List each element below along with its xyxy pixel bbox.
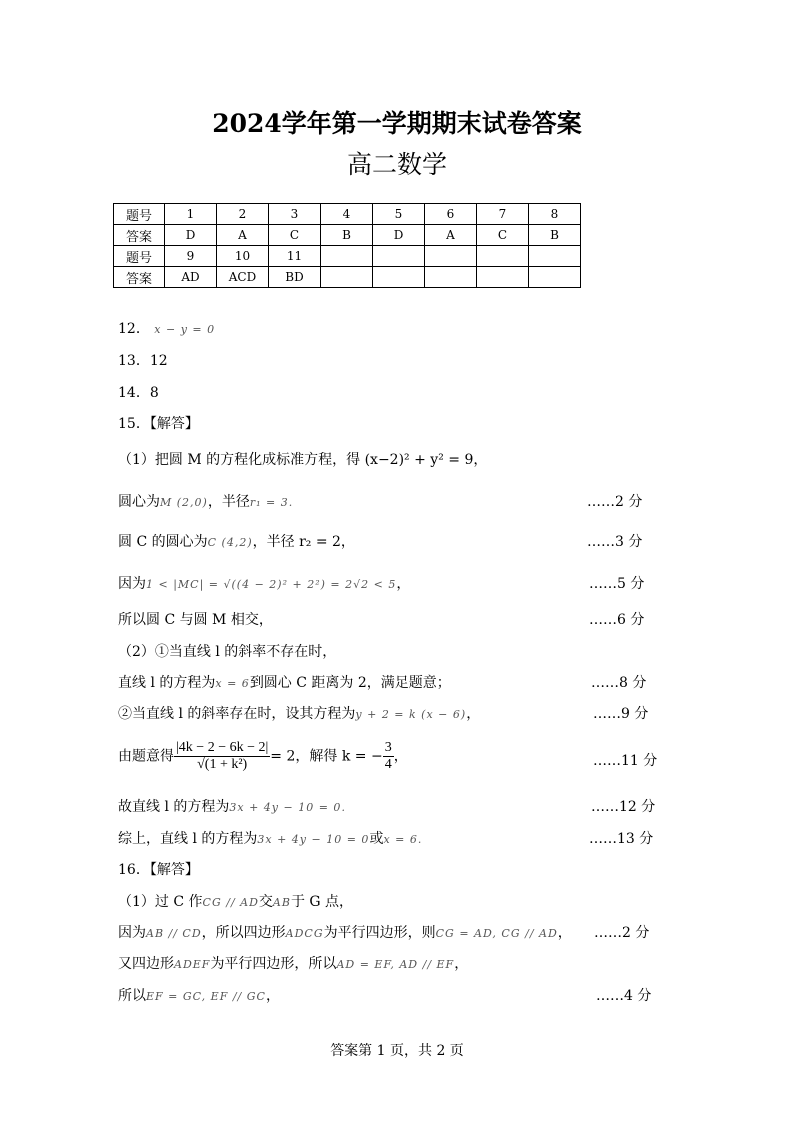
score-mark: ……8 分 [591,675,647,691]
solution-line [118,740,408,773]
math-expression: M (2,0) [160,496,208,509]
table-cell: 1 [165,204,217,225]
solution-line [118,796,346,816]
table-cell: ACD [217,267,269,288]
solution-line [118,828,422,848]
table-cell [425,267,477,288]
answer-12 [118,318,215,338]
table-cell: B [321,225,373,246]
fraction [383,740,394,773]
table-cell: C [269,225,321,246]
score-mark: ……5 分 [589,576,645,592]
text-span: 交 [258,894,273,910]
table-header-cell: 答案 [114,225,165,246]
table-cell: B [529,225,581,246]
text-span: 或 [369,831,384,847]
text-span: 为平行四边形，则 [323,925,436,941]
score-mark: ……6 分 [589,612,645,628]
math-expression: 3x + 4y − 10 = 0 [229,801,342,814]
text-span: = 2，解得 k = − [270,748,383,765]
solution-line [118,891,353,911]
question-number: 14． [118,385,150,401]
math-expression: CG = AD, CG // AD [435,927,558,940]
answer-table [113,203,581,288]
math-expression: ADEF [174,958,211,971]
table-cell: 6 [425,204,477,225]
table-cell [321,267,373,288]
table-cell: 8 [529,204,581,225]
solution-line: （1）把圆 M 的方程化成标准方程，得 (x−2)² + y² = 9， [118,452,488,468]
text-span: 到圆心 C 距离为 2，满足题意； [249,675,451,691]
math-expression: CG // AD [202,896,259,909]
text-span: 为平行四边形，所以 [210,956,337,972]
score-mark: ……9 分 [593,706,649,722]
section-heading: 16．【解答】 [118,862,199,878]
math-expression: EF = GC, EF // GC [146,990,266,1003]
solution-line [118,922,572,942]
math-expression: 1 < |MC| = √((4 − 2)² + 2²) = 2√2 < 5 [146,578,397,591]
answer-14 [118,382,159,402]
text-span: 所以 [118,988,146,1004]
table-cell [477,267,529,288]
table-cell: 4 [321,204,373,225]
text-span: 因为 [118,925,146,941]
math-expression: y + 2 = k (x − 6) [355,708,467,721]
table-row [114,204,581,225]
score-mark: ……4 分 [596,988,652,1004]
text-span: 综上，直线 l 的方程为 [118,831,258,847]
math-expression: C (4,2) [207,536,253,549]
text-span: ， [557,925,572,941]
table-cell: 11 [269,246,321,267]
text-span: . [417,833,423,846]
fraction-numerator: 3 [384,740,392,755]
math-expression: 3x + 4y − 10 = 0 [257,833,370,846]
table-cell: AD [165,267,217,288]
text-span: 由题意得 [118,748,174,765]
table-cell: 5 [373,204,425,225]
table-cell: 7 [477,204,529,225]
solution-line [118,672,451,692]
text-span: 直线 l 的方程为 [118,675,216,691]
text-span: 故直线 l 的方程为 [118,799,230,815]
text-span: ，半径 [207,494,250,510]
solution-line [118,953,468,973]
fraction-denominator: 4 [384,757,392,772]
score-mark: ……13 分 [589,831,654,847]
table-cell: C [477,225,529,246]
text-span: 圆 C 的圆心为 [118,534,208,550]
document-subtitle: 高二数学 [346,150,447,179]
fraction-denominator: √(1 + k²) [174,756,270,773]
fraction [174,740,270,773]
text-span: ②当直线 l 的斜率存在时，设其方程为 [118,706,356,722]
score-mark: ……2 分 [587,494,643,510]
table-cell [373,246,425,267]
table-row [114,246,581,267]
text-span: ， [393,748,408,765]
fraction-numerator: |4k − 2 − 6k − 2| [176,740,269,755]
table-cell: 10 [217,246,269,267]
page-footer: 答案第 1 页，共 2 页 [330,1043,464,1059]
table-cell: D [373,225,425,246]
text-span: ， [265,988,280,1004]
table-cell: 9 [165,246,217,267]
solution-line: 所以圆 C 与圆 M 相交， [118,612,273,628]
solution-line: （2）①当直线 l 的斜率不存在时， [118,644,337,660]
text-span: 圆心为 [118,494,160,510]
text-span: ，所以四边形 [201,925,286,941]
document-title: 2024学年第一学期期末试卷答案 [212,109,582,138]
question-number: 13． [118,353,150,369]
text-span: . [341,801,346,814]
table-cell: BD [269,267,321,288]
text-span: ， [454,956,469,972]
table-row [114,267,581,288]
question-number: 12． [118,321,150,337]
table-cell: 3 [269,204,321,225]
solution-line [118,531,355,551]
text-span: 又四边形 [118,956,174,972]
table-cell: D [165,225,217,246]
math-expression: r₁ = 3 [249,496,289,509]
solution-line [118,573,410,593]
answer-13 [118,350,168,370]
table-header-cell: 题号 [114,246,165,267]
table-cell [425,246,477,267]
text-span: ，半径 r₂ = 2， [252,534,355,550]
answer-value: 8 [149,385,159,401]
math-expression: ADCG [285,927,324,940]
text-span: （1）过 C 作 [118,894,203,910]
table-cell [477,246,529,267]
section-heading: 15．【解答】 [118,416,199,432]
solution-line [118,985,280,1005]
table-cell: A [425,225,477,246]
math-expression: x = 6 [215,677,250,690]
table-header-cell: 题号 [114,204,165,225]
table-cell [529,267,581,288]
math-expression: x = 6 [383,833,418,846]
score-mark: ……2 分 [594,925,650,941]
math-expression: AB [272,896,291,909]
score-mark: ……11 分 [593,753,658,769]
answer-value: 12 [149,353,168,369]
text-span: 于 G 点， [290,894,354,910]
math-expression: AB // CD [146,927,202,940]
text-span: . [288,496,294,509]
table-row [114,225,581,246]
table-header-cell: 答案 [114,267,165,288]
solution-line [118,491,293,511]
table-cell [529,246,581,267]
solution-line [118,703,480,723]
text-span: ， [396,576,411,592]
table-cell: 2 [217,204,269,225]
table-cell [321,246,373,267]
math-expression: x − y = 0 [154,323,216,336]
table-cell: A [217,225,269,246]
text-span: 因为 [118,576,146,592]
table-cell [373,267,425,288]
score-mark: ……3 分 [587,534,643,550]
math-expression: AD = EF, AD // EF [336,958,455,971]
score-mark: ……12 分 [591,799,656,815]
text-span: ， [466,706,481,722]
